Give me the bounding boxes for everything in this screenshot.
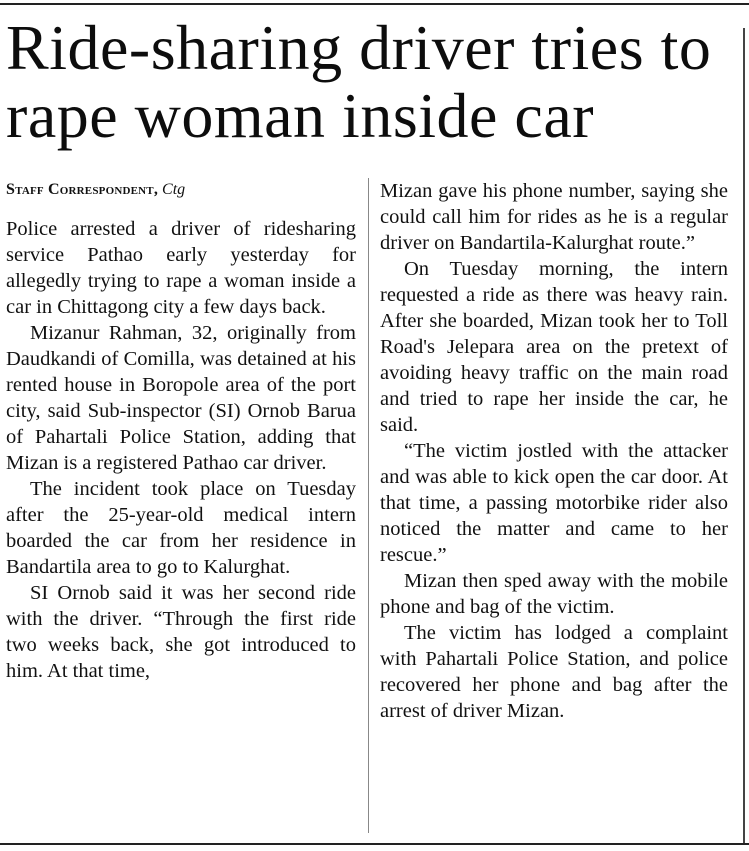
article-column-right (380, 178, 728, 724)
paragraph-1: Police arrested a driver of ridesharing service Pathao early yesterday for allegedly trying to rape a woman inside a car in Chittagong city a few days back. (6, 218, 356, 318)
paragraph-5: Mizan gave his phone number, saying she could call him for rides as he is a regular driver on Bandartila-Kalurghat route.” (380, 180, 728, 254)
headline: Ride-sharing driver tries to rape woman inside car (6, 12, 712, 151)
byline-location: Ctg (162, 181, 186, 198)
paragraph-6: On Tuesday morning, the intern requested a ride as there was heavy rain. After she boarded, Mizan took her to Toll Road's Jelepara area on the pretext of avoiding heavy traffic on the main road and tried to rape her inside the car, he said. (380, 258, 728, 436)
bottom-rule (0, 843, 749, 845)
top-rule (0, 3, 749, 5)
paragraph-7: “The victim jostled with the attacker and was able to kick open the car door. At that time, a passing motorbike rider also noticed the matter and came to her rescue.” (380, 440, 728, 566)
byline (6, 178, 356, 202)
paragraph-8: Mizan then sped away with the mobile phone and bag of the victim. (380, 570, 728, 618)
paragraph-2: Mizanur Rahman, 32, originally from Daudkandi of Comilla, was detained at his rented house in Boropole area of the port city, said Sub-inspector (SI) Ornob Barua of Pahartali Police Station, adding that Mizan is a registered Pathao car driver. (6, 322, 356, 474)
column-divider (368, 178, 369, 833)
article-column-left (6, 178, 356, 684)
paragraph-3: The incident took place on Tuesday after the 25-year-old medical intern boarded the car from her residence in Bandartila area to go to Kalurghat. (6, 478, 356, 578)
byline-name: Staff Correspondent, (6, 181, 159, 198)
paragraph-4: SI Ornob said it was her second ride with the driver. “Through the first ride two weeks back, she got introduced to him. At that time, (6, 582, 356, 682)
paragraph-9: The victim has lodged a complaint with Pahartali Police Station, and police recovered her phone and bag after the arrest of driver Mizan. (380, 622, 728, 722)
right-column-rule (743, 28, 745, 843)
